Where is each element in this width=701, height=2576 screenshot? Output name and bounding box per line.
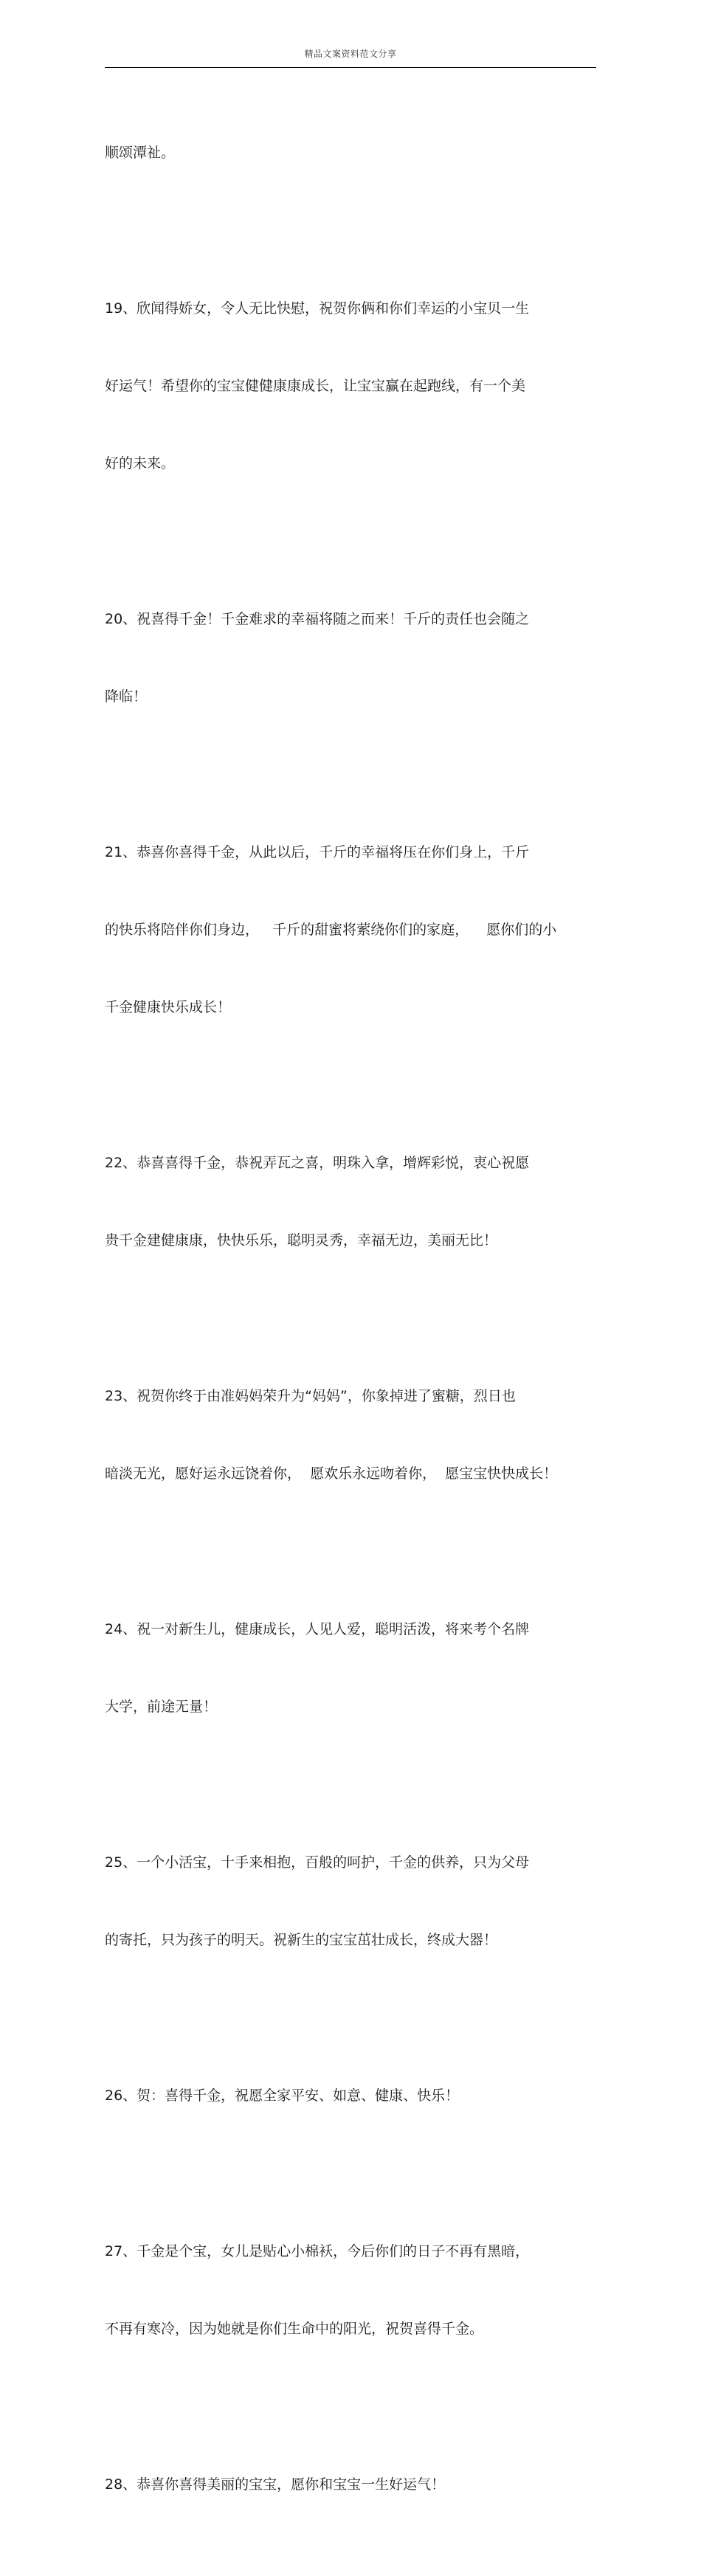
header-divider [105, 67, 596, 68]
paragraph-23 [105, 1332, 596, 1539]
text-line: 28、恭喜你喜得美丽的宝宝，愿你和宝宝一生好运气！ [105, 2476, 446, 2493]
text-line: 贵千金建健康康，快快乐乐，聪明灵秀，幸福无边，美丽无比！ [105, 1232, 498, 1249]
paragraph-18-end [105, 89, 596, 218]
page-header: 精品文案资料范文分享 [304, 49, 397, 59]
paragraph-28 [105, 2420, 596, 2549]
text-line: 26、贺：喜得千金，祝愿全家平安、如意、健康、快乐！ [105, 2088, 460, 2104]
text-line: 21、恭喜你喜得千金，从此以后，千斤的幸福将压在你们身上，千斤 [105, 844, 530, 860]
text-line: 暗淡无光，愿好运永远饶着你， 愿欢乐永远吻着你， 愿宝宝快快成长！ [105, 1465, 558, 1482]
text-line: 27、千金是个宝，女儿是贴心小棉袄，今后你们的日子不再有黑暗， [105, 2243, 530, 2259]
text-line: 25、一个小活宝，十手来相抱，百般的呵护，千金的供养，只为父母 [105, 1854, 530, 1871]
paragraph-26 [105, 2031, 596, 2161]
document-body [105, 89, 596, 2576]
text-line: 24、祝一对新生儿，健康成长，人见人爱，聪明活泼，将来考个名牌 [105, 1621, 530, 1637]
text-line: 的寄托，只为孩子的明天。祝新生的宝宝茁壮成长，终成大器！ [105, 1932, 498, 1948]
paragraph-25 [105, 1798, 596, 2005]
text-line: 好运气！希望你的宝宝健健康康成长，让宝宝赢在起跑线，有一个美 [105, 378, 526, 394]
paragraph-24 [105, 1565, 596, 1772]
text-line: 好的未来。 [105, 455, 176, 472]
paragraph-27 [105, 2187, 596, 2394]
text-line: 顺颂潭祉。 [105, 145, 176, 161]
text-line: 的快乐将陪伴你们身边， 千斤的甜蜜将萦绕你们的家庭， 愿你们的小 [105, 922, 557, 938]
paragraph-20 [105, 555, 596, 762]
paragraph-21 [105, 788, 596, 1072]
paragraph-22 [105, 1099, 596, 1305]
text-line: 22、恭喜喜得千金，恭祝弄瓦之喜，明珠入拿，增辉彩悦，衷心祝愿 [105, 1155, 530, 1171]
text-line: 降临！ [105, 688, 148, 705]
text-line: 大学，前途无量！ [105, 1699, 218, 1715]
text-line: 19、欣闻得娇女，令人无比快慰，祝贺你俩和你们幸运的小宝贝一生 [105, 300, 530, 317]
paragraph-19 [105, 244, 596, 528]
text-line: 千金健康快乐成长！ [105, 999, 232, 1015]
text-line: 不再有寒冷，因为她就是你们生命中的阳光，祝贺喜得千金。 [105, 2321, 484, 2337]
text-line: 23、祝贺你终于由准妈妈荣升为“妈妈”，你象掉进了蜜糖，烈日也 [105, 1388, 516, 1404]
text-line: 20、祝喜得千金！千金难求的幸福将随之而来！千斤的责任也会随之 [105, 611, 530, 627]
